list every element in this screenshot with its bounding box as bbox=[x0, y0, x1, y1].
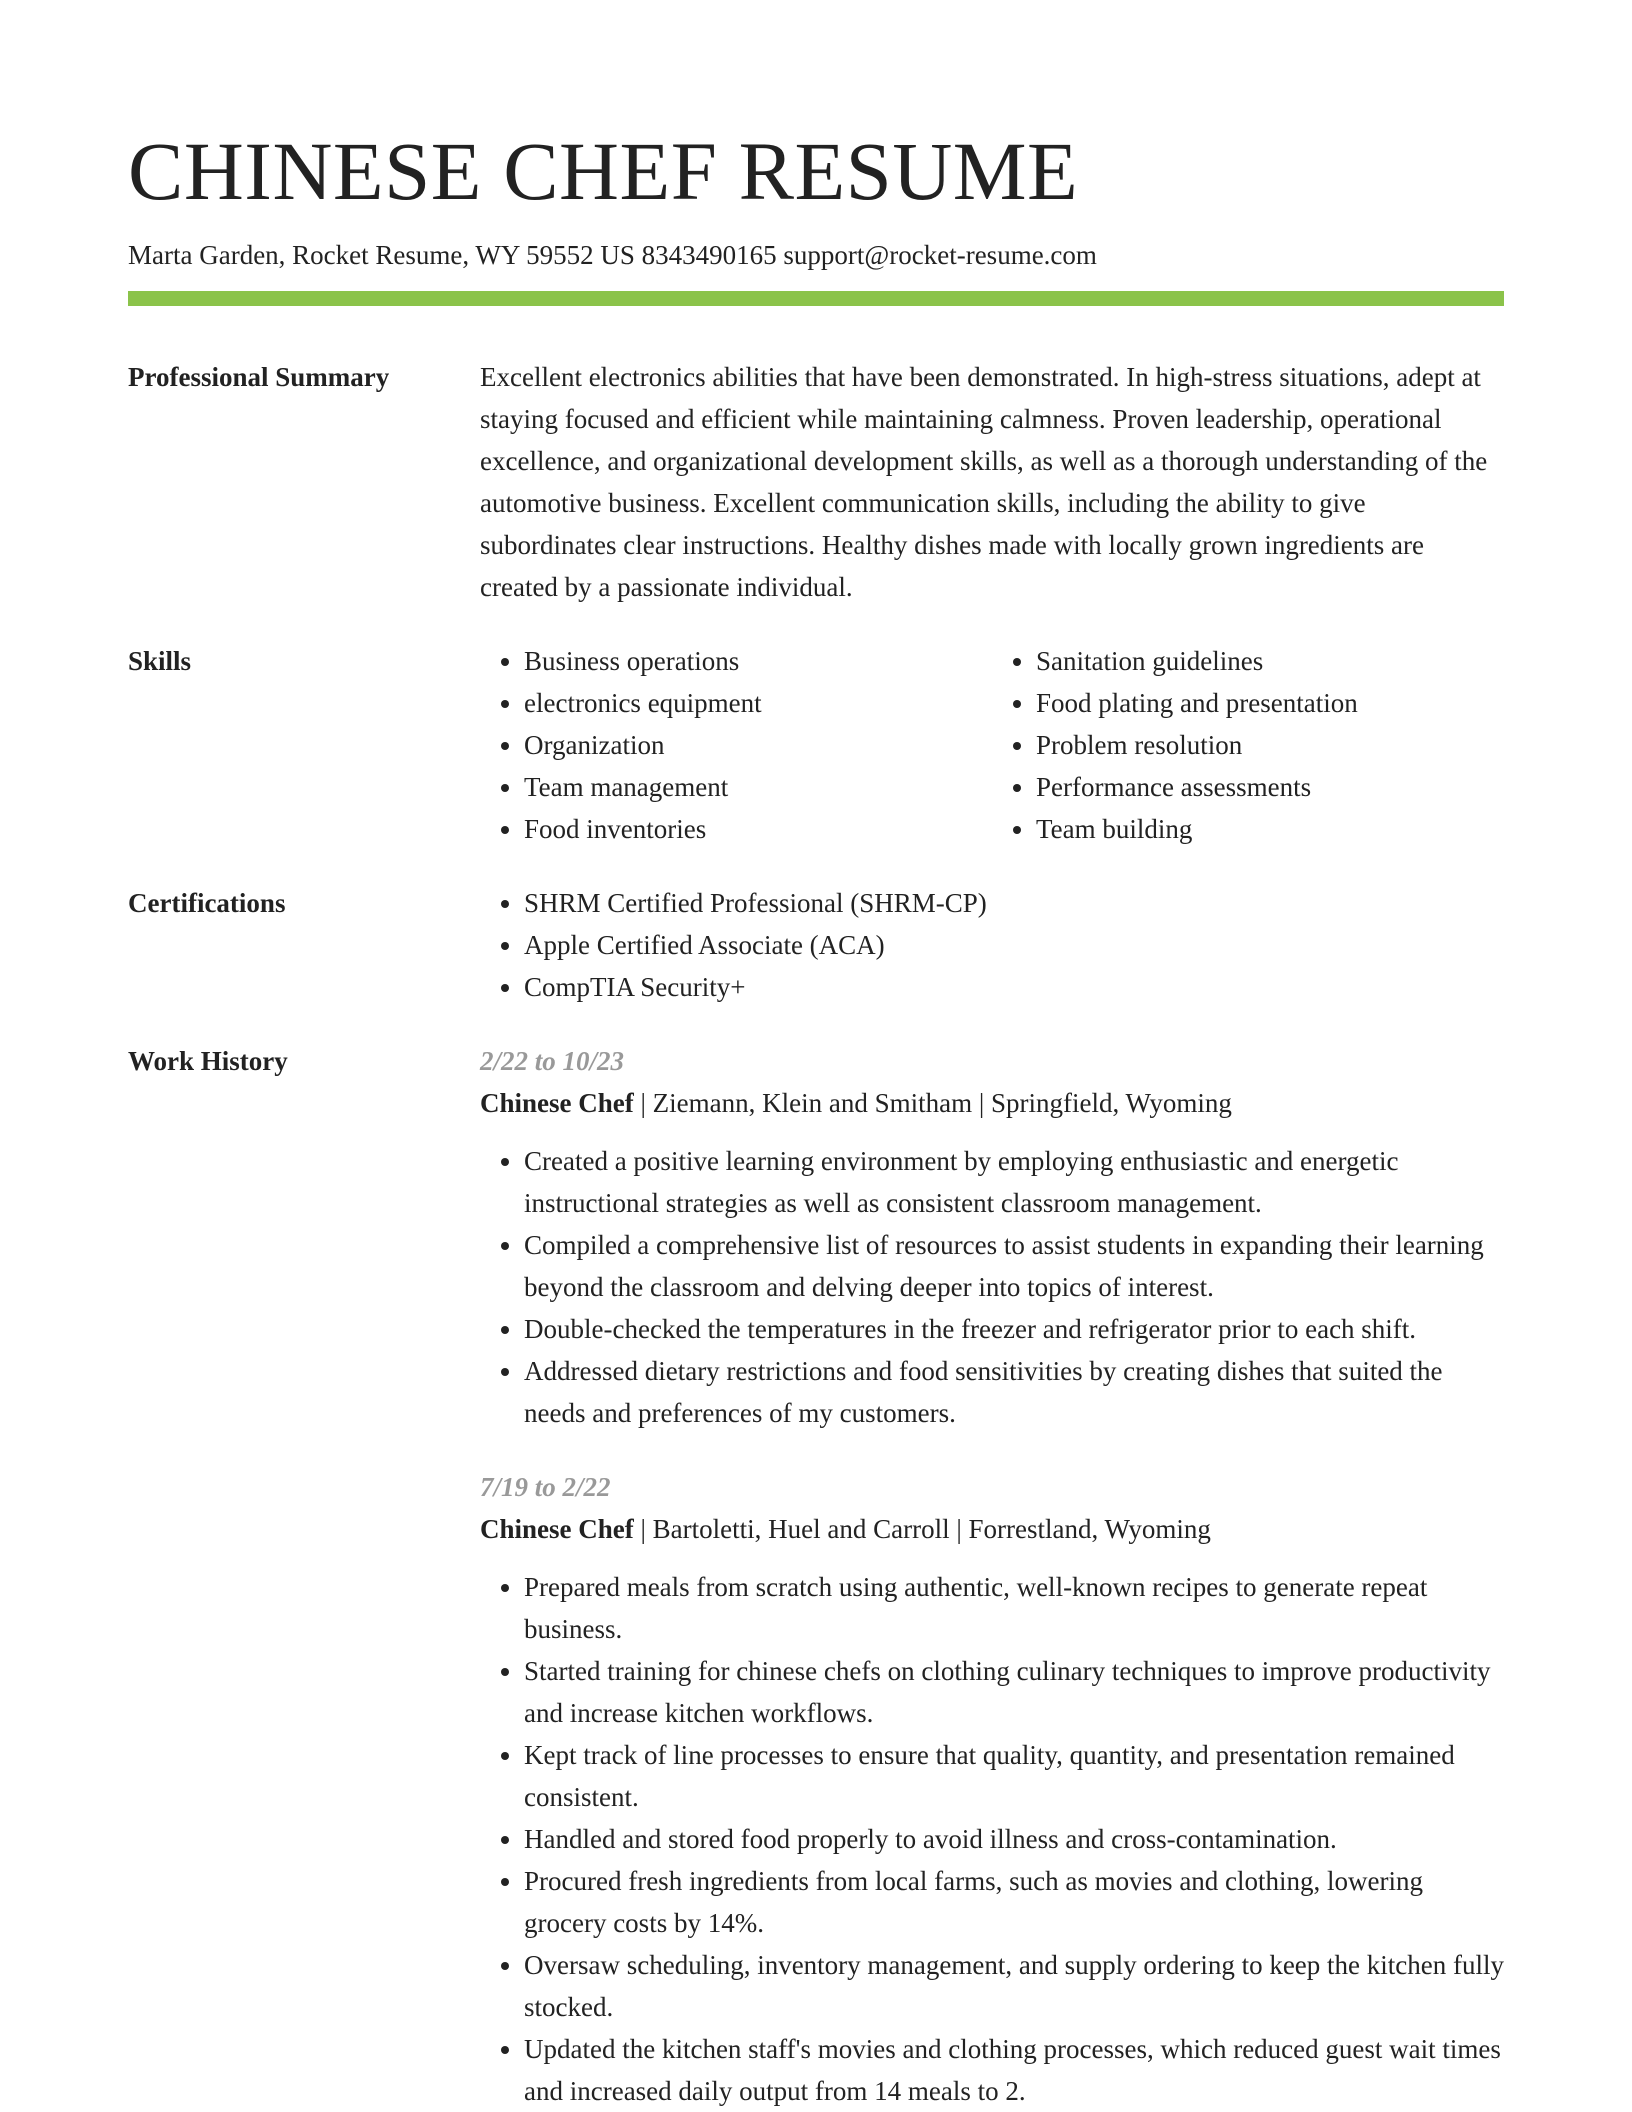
section-label-skills: Skills bbox=[128, 646, 192, 677]
job-date: 2/22 to 10/23 bbox=[480, 1046, 625, 1077]
job-title-line bbox=[480, 1508, 1504, 1550]
job-bullet: • Compiled a comprehensive list of resources to assist students in expanding their learning beyond the classroom and delving deeper into topics of interest. bbox=[524, 1224, 1504, 1308]
job-entry bbox=[480, 1466, 1504, 2112]
job-employer-location: | Bartoletti, Huel and Carroll | Forrestland, Wyoming bbox=[633, 1514, 1211, 1545]
skills-list-left bbox=[480, 640, 992, 850]
job-bullet: • Created a positive learning environment by employing enthusiastic and energetic instructional strategies as well as consistent classroom management. bbox=[524, 1140, 1504, 1224]
section-label-summary: Professional Summary bbox=[128, 362, 390, 393]
job-role: Chinese Chef bbox=[480, 1088, 634, 1119]
job-entry bbox=[480, 1040, 1504, 1434]
job-bullet: • Handled and stored food properly to avoid illness and cross-contamination. bbox=[524, 1818, 1504, 1860]
skill-item: • Business operations bbox=[524, 640, 992, 682]
job-bullet: • Procured fresh ingredients from local farms, such as movies and clothing, lowering grocery costs by 14%. bbox=[524, 1860, 1504, 1944]
work-history-body bbox=[480, 1040, 1504, 2112]
job-bullet: • Addressed dietary restrictions and food sensitivities by creating dishes that suited the needs and preferences of my customers. bbox=[524, 1350, 1504, 1434]
skill-item: • Sanitation guidelines bbox=[1036, 640, 1504, 682]
job-bullet: • Oversaw scheduling, inventory management, and supply ordering to keep the kitchen fully stocked. bbox=[524, 1944, 1504, 2028]
skill-item: • Food plating and presentation bbox=[1036, 682, 1504, 724]
job-role: Chinese Chef bbox=[480, 1514, 634, 1545]
job-bullets bbox=[480, 1140, 1504, 1434]
skill-item: • Team management bbox=[524, 766, 992, 808]
summary-text: Excellent electronics abilities that have been demonstrated. In high-stress situations, adept at staying focused and efficient while maintaining calmness. Proven leadership, operational excellence, and organizational development skills, as well as a thorough understanding of the automotive business. Excellent communication skills, including the ability to give subordinates clear instructions. Healthy dishes made with locally grown ingredients are created by a passionate individual. bbox=[480, 362, 1488, 603]
summary-section bbox=[128, 356, 1504, 608]
job-bullet: • Started training for chinese chefs on clothing culinary techniques to improve productivity and increase kitchen workflows. bbox=[524, 1650, 1504, 1734]
certification-item: • SHRM Certified Professional (SHRM-CP) bbox=[524, 882, 1504, 924]
certifications-list bbox=[480, 882, 1504, 1008]
skills-grid bbox=[480, 640, 1504, 850]
skill-item: • Problem resolution bbox=[1036, 724, 1504, 766]
certifications-section bbox=[128, 882, 1504, 1008]
section-label-work-history: Work History bbox=[128, 1046, 288, 1077]
header-divider bbox=[128, 291, 1504, 306]
job-title-line bbox=[480, 1082, 1504, 1124]
skills-section bbox=[128, 640, 1504, 850]
job-date: 7/19 to 2/22 bbox=[480, 1472, 611, 1503]
job-bullets bbox=[480, 1566, 1504, 2112]
skill-item: • Organization bbox=[524, 724, 992, 766]
skills-list-right bbox=[992, 640, 1504, 850]
contact-line: Marta Garden, Rocket Resume, WY 59552 US 8343490165 support@rocket-resume.com bbox=[128, 240, 1097, 270]
job-bullet: • Kept track of line processes to ensure that quality, quantity, and presentation remained consistent. bbox=[524, 1734, 1504, 1818]
skill-item: • Performance assessments bbox=[1036, 766, 1504, 808]
certification-item: • CompTIA Security+ bbox=[524, 966, 1504, 1008]
job-bullet: • Prepared meals from scratch using authentic, well-known recipes to generate repeat business. bbox=[524, 1566, 1504, 1650]
skill-item: • electronics equipment bbox=[524, 682, 992, 724]
skill-item: • Food inventories bbox=[524, 808, 992, 850]
certification-item: • Apple Certified Associate (ACA) bbox=[524, 924, 1504, 966]
job-bullet: • Updated the kitchen staff's movies and clothing processes, which reduced guest wait times and increased daily output from 14 meals to 2. bbox=[524, 2028, 1504, 2112]
work-history-section bbox=[128, 1040, 1504, 2112]
certifications-body bbox=[480, 882, 1504, 1008]
skill-item: • Team building bbox=[1036, 808, 1504, 850]
job-employer-location: | Ziemann, Klein and Smitham | Springfield, Wyoming bbox=[633, 1088, 1232, 1119]
job-bullet: • Double-checked the temperatures in the freezer and refrigerator prior to each shift. bbox=[524, 1308, 1504, 1350]
resume-title: CHINESE CHEF RESUME bbox=[128, 125, 1079, 217]
section-label-certifications: Certifications bbox=[128, 888, 286, 919]
